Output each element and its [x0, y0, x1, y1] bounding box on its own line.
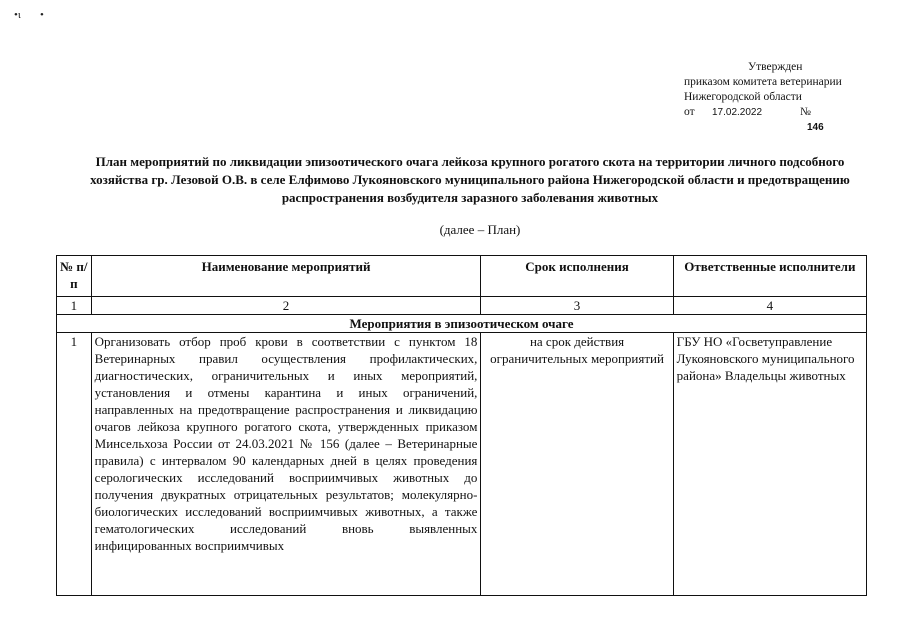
section-heading: Мероприятия в эпизоотическом очаге — [57, 315, 867, 333]
plan-table — [56, 255, 867, 596]
approval-number: 146 — [807, 122, 824, 133]
header-term: Срок исполнения — [481, 256, 673, 297]
approval-number-label: № — [800, 106, 811, 118]
row-responsible: ГБУ НО «Госветуправление Лукояновского муниципального района» Владельцы животных — [673, 333, 866, 596]
column-number: 1 — [57, 297, 92, 315]
row-number: 1 — [57, 333, 92, 596]
page-subtitle: (далее – План) — [439, 222, 521, 237]
column-number: 4 — [673, 297, 866, 315]
table-header-row — [57, 256, 867, 297]
header-name: Наименование мероприятий — [91, 256, 481, 297]
approval-line-3: Нижегородской области — [684, 91, 802, 103]
header-responsible: Ответственные исполнители — [673, 256, 866, 297]
header-num: № п/п — [57, 256, 92, 297]
row-term: на срок действия ограничительных мероприятий — [481, 333, 673, 596]
approval-line-1: Утвержден — [748, 61, 803, 73]
column-number: 3 — [481, 297, 673, 315]
table-row — [57, 333, 867, 596]
column-number: 2 — [91, 297, 481, 315]
column-number-row — [57, 297, 867, 315]
page-title: План мероприятий по ликвидации эпизоотического очага лейкоза крупного рогатого скота на территории личного подсобного хозяйства гр. Лезовой О.В. в селе Елфимово Лукояновского муниципального района Нижегородской области и предотвращению распространения возбудителя заразного заболевания животных — [90, 154, 850, 205]
approval-from-label: от — [684, 106, 695, 118]
approval-stamp — [684, 60, 884, 135]
scan-mark-dot: • — [40, 9, 44, 21]
approval-date-row — [684, 105, 884, 120]
section-row — [57, 315, 867, 333]
approval-date: 17.02.2022 — [712, 107, 763, 118]
scan-mark-corner: •ɩ — [14, 9, 21, 21]
row-activity: Организовать отбор проб крови в соответствии с пунктом 18 Ветеринарных правил осуществления профилактических, диагностических, ограничительных и иных мероприятий, установления и отмены карантина и иных ограничений, направленных на предотвращение распространения и ликвидацию очагов лейкоза крупного рогатого скота, утвержденных приказом Минсельхоза России от 24.03.2021 № 156 (далее – Ветеринарные правила) с интервалом 90 календарных дней в целях проведения серологических исследований восприимчивых животных до получения двукратных отрицательных результатов; молекулярно-биологических исследований восприимчивых животных, а также гематологических исследований вновь выявленных инфицированных восприимчивых — [91, 333, 481, 596]
approval-line-2: приказом комитета ветеринарии — [684, 76, 842, 88]
